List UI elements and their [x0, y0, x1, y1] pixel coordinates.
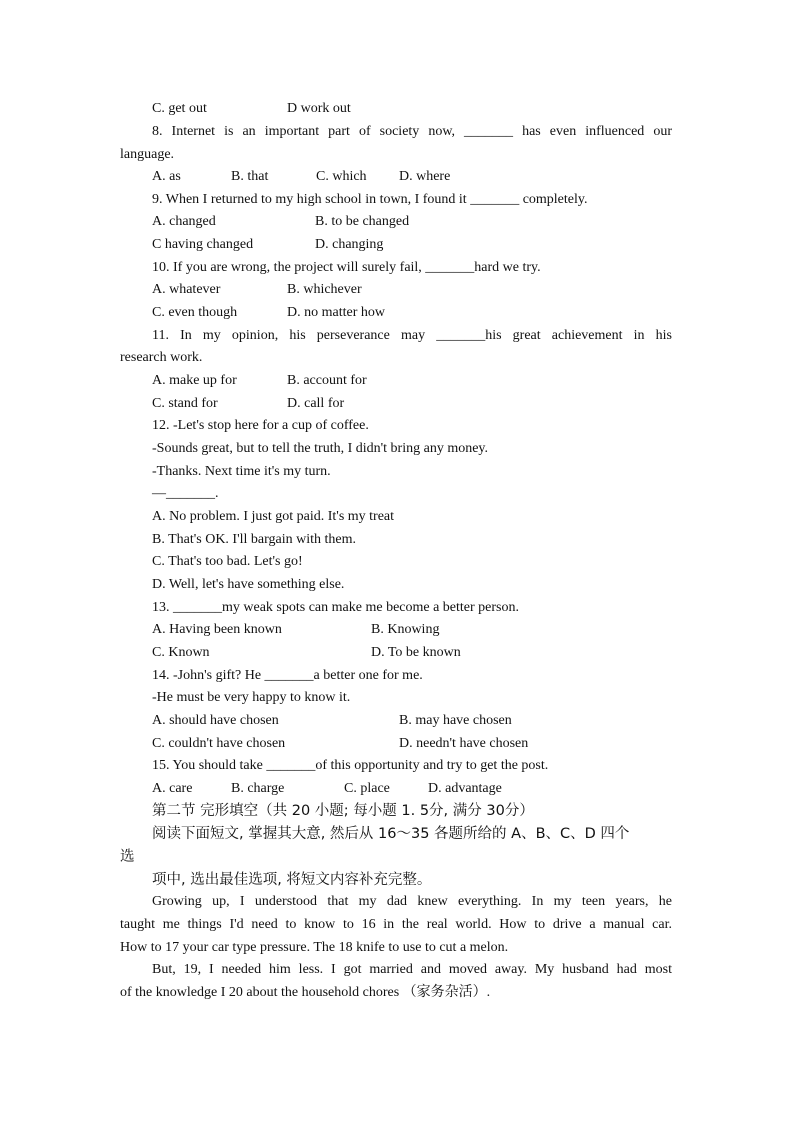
q9-option-b: B. to be changed	[315, 214, 410, 229]
q13-option-b: B. Knowing	[371, 622, 440, 637]
q9-options-row2	[152, 236, 672, 254]
passage-p2-line2: of the knowledge I 20 about the household chores （家务杂活）.	[120, 985, 491, 1000]
q7-options	[152, 100, 672, 118]
q12-dialog-line3: -Thanks. Next time it's my turn.	[152, 464, 331, 479]
q12-dialog-line1: 12. -Let's stop here for a cup of coffee.	[152, 418, 369, 433]
q15-option-a: A. care	[152, 781, 193, 796]
q9-options-row1	[152, 213, 672, 231]
q13-options-row2	[152, 644, 672, 662]
section2-instructions-line1: 阅读下面短文, 掌握其大意, 然后从 16～35 各题所给的 A、B、C、D 四个	[152, 826, 630, 842]
q14-options-row2	[152, 735, 672, 753]
q13-options-row1	[152, 621, 672, 639]
q11-option-d: D. call for	[287, 396, 345, 411]
q14-options-row1	[152, 712, 672, 730]
q11-option-b: B. account for	[287, 373, 367, 388]
q15-option-d: D. advantage	[428, 781, 502, 796]
q13-option-c: C. Known	[152, 645, 210, 660]
q14-dialog-line2: -He must be very happy to know it.	[152, 690, 351, 705]
section2-heading: 第二节 完形填空（共 20 小题; 每小题 1. 5分, 满分 30分）	[152, 803, 534, 819]
q12-answer-blank: —_______.	[152, 486, 219, 501]
q10-options-row2	[152, 304, 672, 322]
section2-instructions-line3: 项中, 选出最佳选项, 将短文内容补充完整。	[152, 872, 432, 888]
q11-option-c: C. stand for	[152, 396, 218, 411]
q12-dialog-line2: -Sounds great, but to tell the truth, I didn't bring any money.	[152, 441, 489, 456]
q10-options-row1	[152, 281, 672, 299]
passage-p1-line3: How to 17 your car type pressure. The 18 knife to use to cut a melon.	[120, 940, 509, 955]
q13-option-d: D. To be known	[371, 645, 461, 660]
q14-option-a: A. should have chosen	[152, 713, 279, 728]
q10-option-d: D. no matter how	[287, 305, 385, 320]
q10-stem: 10. If you are wrong, the project will surely fail, _______hard we try.	[152, 260, 541, 275]
section2-instructions-line2: 选	[120, 849, 135, 865]
q14-option-c: C. couldn't have chosen	[152, 736, 286, 751]
q12-option-b: B. That's OK. I'll bargain with them.	[152, 532, 357, 547]
q10-option-b: B. whichever	[287, 282, 362, 297]
q15-option-b: B. charge	[231, 781, 285, 796]
q10-option-a: A. whatever	[152, 282, 221, 297]
q9-option-c: C having changed	[152, 237, 254, 252]
q11-options-row2	[152, 395, 672, 413]
q9-option-d: D. changing	[315, 237, 384, 252]
q10-option-c: C. even though	[152, 305, 238, 320]
q12-option-d: D. Well, let's have something else.	[152, 577, 345, 592]
q11-stem-line1: 11. In my opinion, his perseverance may _______his great achievement in his	[152, 328, 672, 343]
q9-stem: 9. When I returned to my high school in town, I found it _______ completely.	[152, 192, 588, 207]
q11-options-row1	[152, 372, 672, 390]
q8-option-b: B. that	[231, 169, 269, 184]
q8-stem-line2: language.	[120, 147, 175, 162]
q12-option-c: C. That's too bad. Let's go!	[152, 554, 303, 569]
q14-option-b: B. may have chosen	[399, 713, 512, 728]
q13-option-a: A. Having been known	[152, 622, 282, 637]
passage-p1-line2: taught me things I'd need to know to 16 in the real world. How to drive a manual car.	[120, 917, 672, 932]
q12-option-a: A. No problem. I just got paid. It's my treat	[152, 509, 395, 524]
q13-stem: 13. _______my weak spots can make me become a better person.	[152, 600, 520, 615]
q15-stem: 15. You should take _______of this opportunity and try to get the post.	[152, 758, 549, 773]
q15-option-c: C. place	[344, 781, 390, 796]
q8-option-c: C. which	[316, 169, 367, 184]
q8-stem-line1: 8. Internet is an important part of society now, _______ has even influenced our	[152, 124, 672, 139]
q7-option-d: D work out	[287, 101, 351, 116]
passage-p2-line1: But, 19, I needed him less. I got married and moved away. My husband had most	[152, 962, 672, 977]
q9-option-a: A. changed	[152, 214, 216, 229]
q11-stem-line2: research work.	[120, 350, 203, 365]
q8-option-d: D. where	[399, 169, 451, 184]
q8-options	[152, 168, 672, 186]
q15-options	[152, 780, 672, 798]
q14-option-d: D. needn't have chosen	[399, 736, 529, 751]
q14-dialog-line1: 14. -John's gift? He _______a better one for me.	[152, 668, 423, 683]
passage-p1-line1: Growing up, I understood that my dad knew everything. In my teen years, he	[152, 894, 672, 909]
q7-option-c: C. get out	[152, 101, 207, 116]
q11-option-a: A. make up for	[152, 373, 237, 388]
q8-option-a: A. as	[152, 169, 181, 184]
